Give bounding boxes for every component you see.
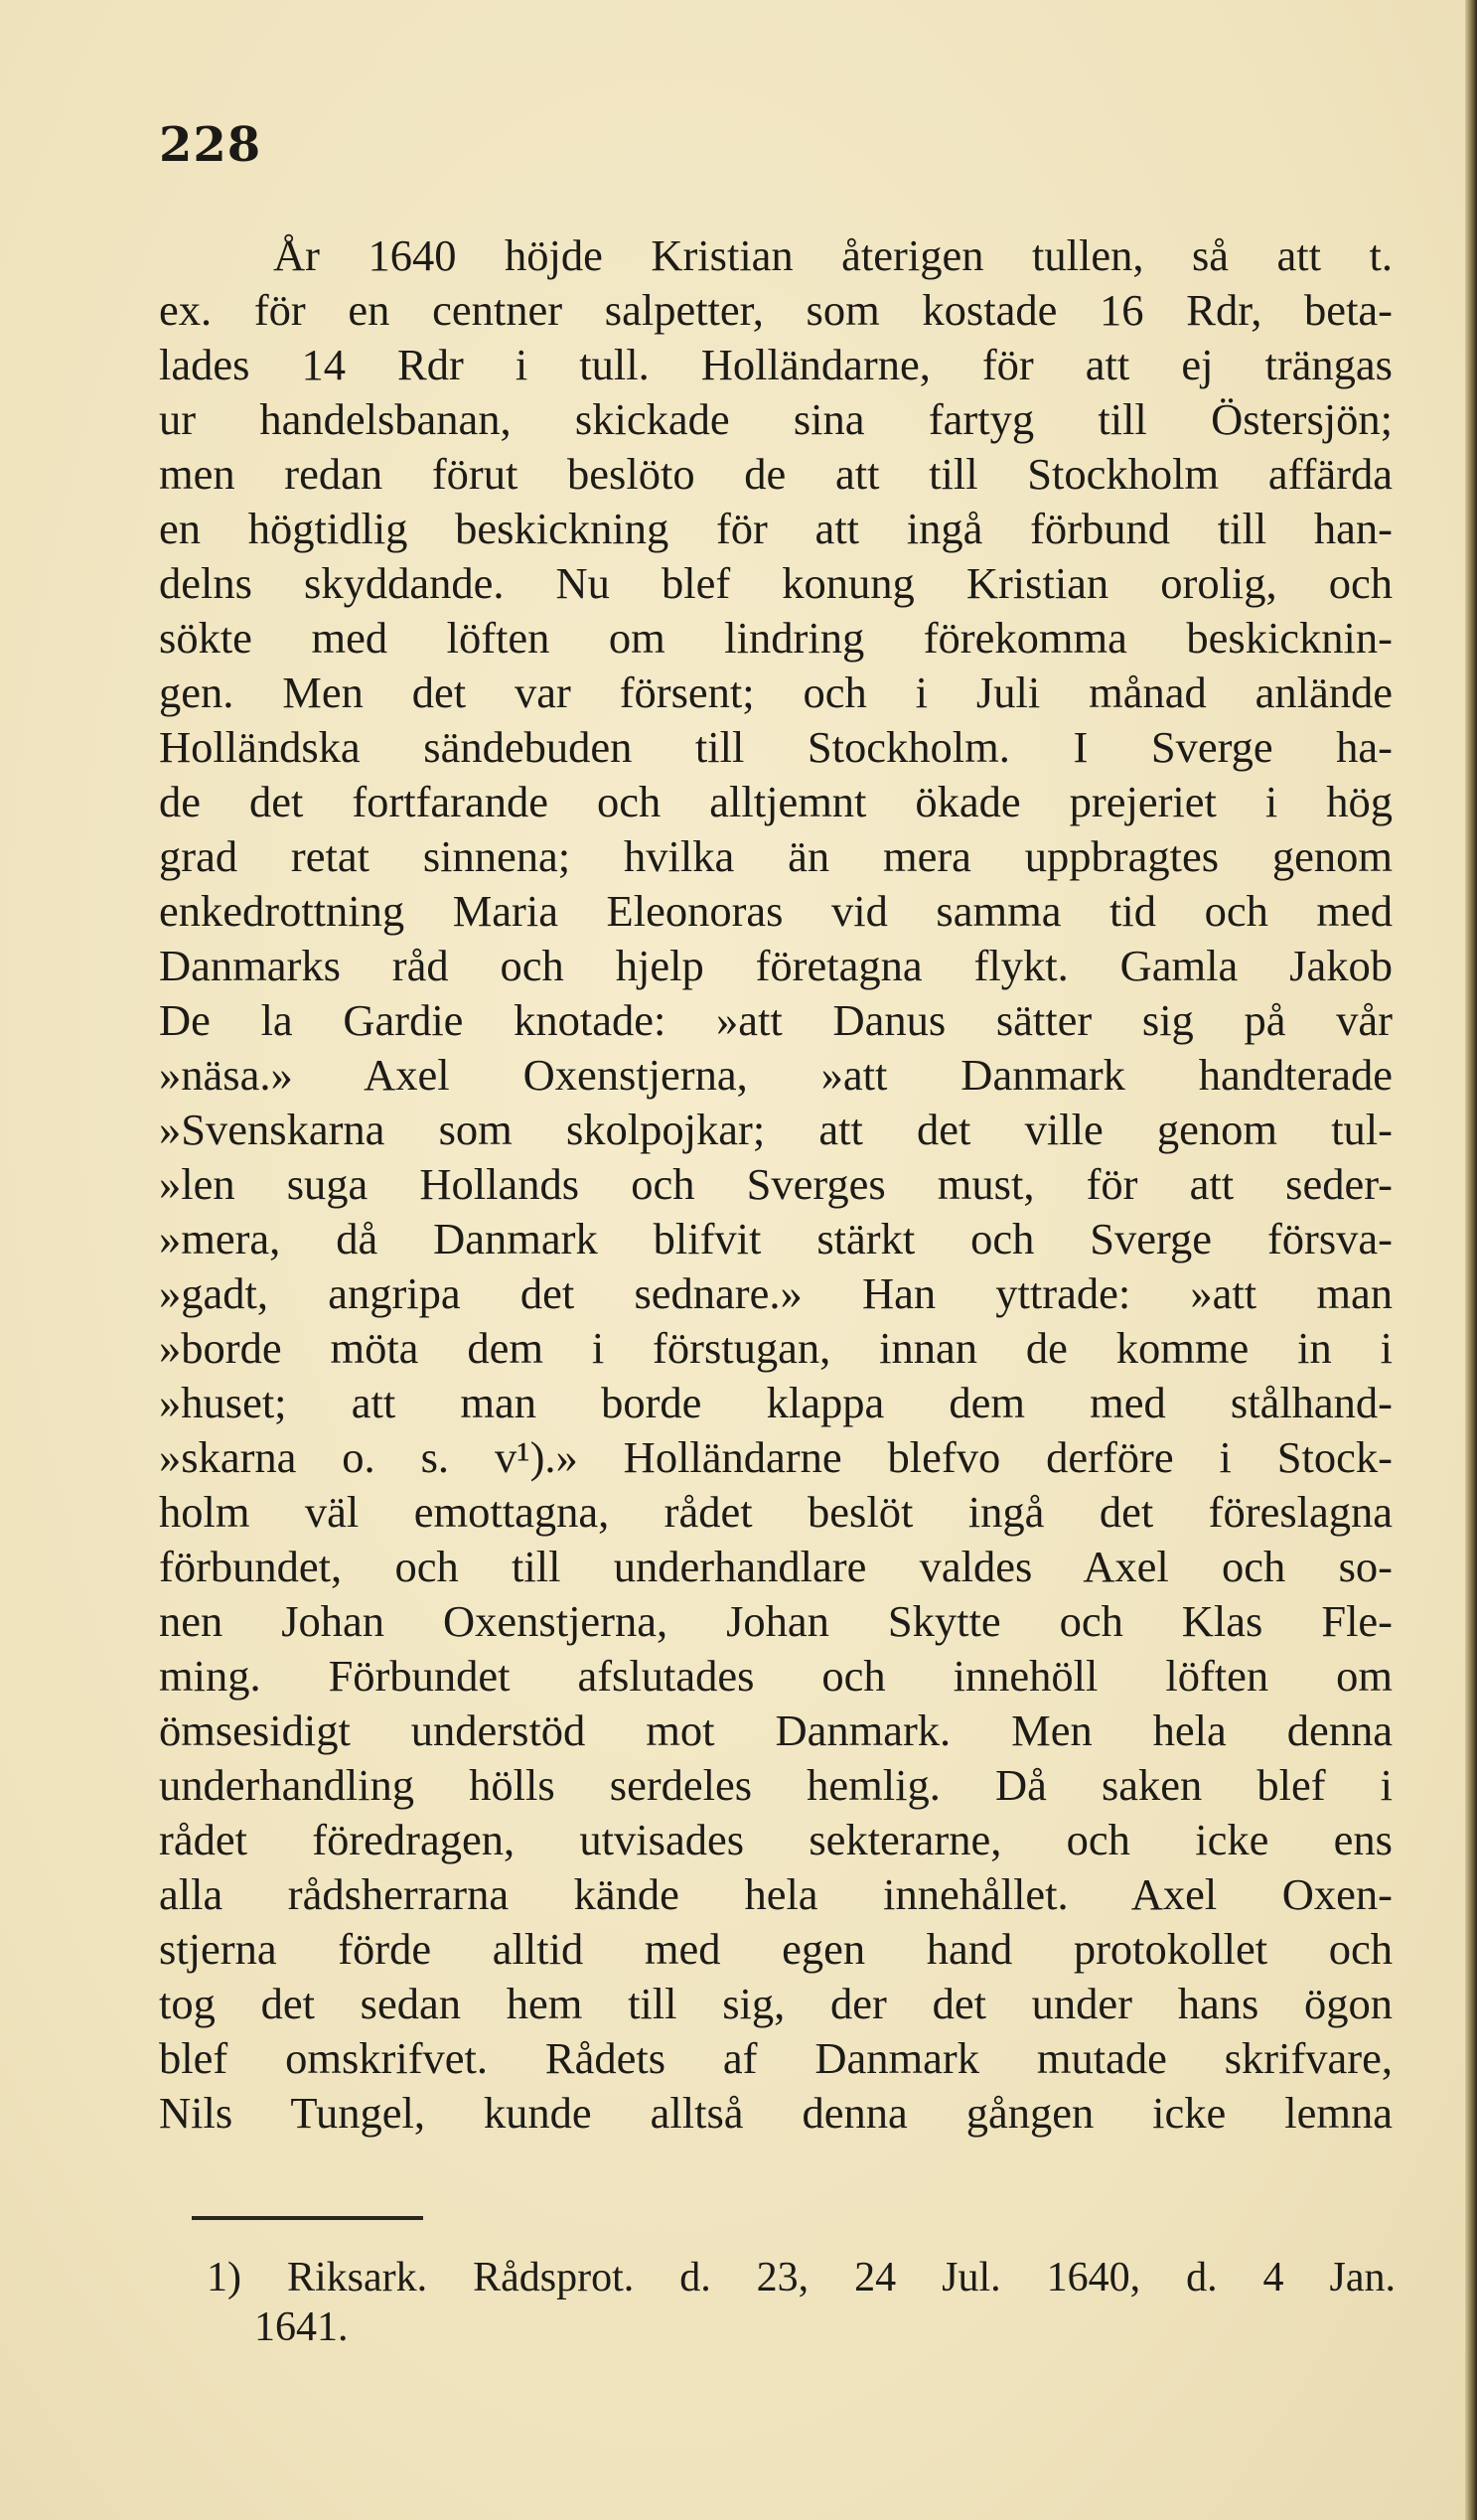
- page-edge-shadow: [1465, 0, 1477, 2520]
- text-line: »len suga Hollands och Sverges must, för att seder-: [159, 1159, 1393, 1209]
- text-line: Danmarks råd och hjelp företagna flykt. Gamla Jakob: [159, 941, 1393, 990]
- body-text: [159, 228, 1393, 2141]
- text-line: ming. Förbundet afslutades och innehöll löften om: [159, 1651, 1393, 1701]
- footnote-line: 1) Riksark. Rådsprot. d. 23, 24 Jul. 1640, d. 4 Jan.: [207, 2255, 1396, 2300]
- text-line: delns skyddande. Nu blef konung Kristian orolig, och: [159, 558, 1393, 608]
- footnote-line: 1641.: [254, 2304, 349, 2350]
- text-line: gen. Men det var försent; och i Juli månad anlände: [159, 667, 1393, 717]
- text-line: »borde möta dem i förstugan, innan de komme in i: [159, 1323, 1393, 1373]
- text-line: underhandling hölls serdeles hemlig. Då saken blef i: [159, 1760, 1393, 1810]
- text-line: ur handelsbanan, skickade sina fartyg till Östersjön;: [159, 394, 1393, 444]
- text-line: ex. för en centner salpetter, som kostade 16 Rdr, beta-: [159, 285, 1393, 335]
- text-line: »gadt, angripa det sednare.» Han yttrade: »att man: [159, 1268, 1393, 1318]
- page-number: 228: [159, 117, 262, 173]
- text-line: Nils Tungel, kunde alltså denna gången icke lemna: [159, 2088, 1393, 2138]
- text-line: enkedrottning Maria Eleonoras vid samma tid och med: [159, 886, 1393, 936]
- text-line: »skarna o. s. v¹).» Holländarne blefvo derföre i Stock-: [159, 1432, 1393, 1482]
- text-line: »näsa.» Axel Oxenstjerna, »att Danmark handterade: [159, 1050, 1393, 1100]
- text-line: alla rådsherrarna kände hela innehållet. Axel Oxen-: [159, 1869, 1393, 1919]
- text-line: sökte med löften om lindring förekomma beskicknin-: [159, 613, 1393, 663]
- text-line: en högtidlig beskickning för att ingå förbund till han-: [159, 504, 1393, 553]
- text-line: tog det sedan hem till sig, der det under hans ögon: [159, 1979, 1393, 2028]
- footnote: [207, 2253, 1396, 2352]
- text-line: Holländska sändebuden till Stockholm. I Sverge ha-: [159, 722, 1393, 772]
- text-line: »mera, då Danmark blifvit stärkt och Sverge försva-: [159, 1214, 1393, 1263]
- text-line: De la Gardie knotade: »att Danus sätter sig på vår: [159, 995, 1393, 1045]
- text-line: lades 14 Rdr i tull. Holländarne, för att ej trängas: [159, 340, 1393, 389]
- footnote-divider: [192, 2216, 423, 2220]
- text-line: men redan förut beslöto de att till Stockholm affärda: [159, 449, 1393, 499]
- text-line: År 1640 höjde Kristian återigen tullen, så att t.: [273, 230, 1393, 280]
- text-line: blef omskrifvet. Rådets af Danmark mutade skrifvare,: [159, 2033, 1393, 2083]
- text-line: nen Johan Oxenstjerna, Johan Skytte och Klas Fle-: [159, 1596, 1393, 1646]
- text-line: de det fortfarande och alltjemnt ökade prejeriet i hög: [159, 777, 1393, 826]
- text-line: rådet föredragen, utvisades sekterarne, och icke ens: [159, 1815, 1393, 1864]
- text-line: förbundet, och till underhandlare valdes Axel och so-: [159, 1542, 1393, 1591]
- text-line: »huset; att man borde klappa dem med stålhand-: [159, 1378, 1393, 1427]
- text-line: grad retat sinnena; hvilka än mera uppbragtes genom: [159, 831, 1393, 881]
- text-line: stjerna förde alltid med egen hand protokollet och: [159, 1924, 1393, 1974]
- text-line: ömsesidigt understöd mot Danmark. Men hela denna: [159, 1705, 1393, 1755]
- text-line: holm väl emottagna, rådet beslöt ingå det föreslagna: [159, 1487, 1393, 1537]
- text-line: »Svenskarna som skolpojkar; att det ville genom tul-: [159, 1105, 1393, 1154]
